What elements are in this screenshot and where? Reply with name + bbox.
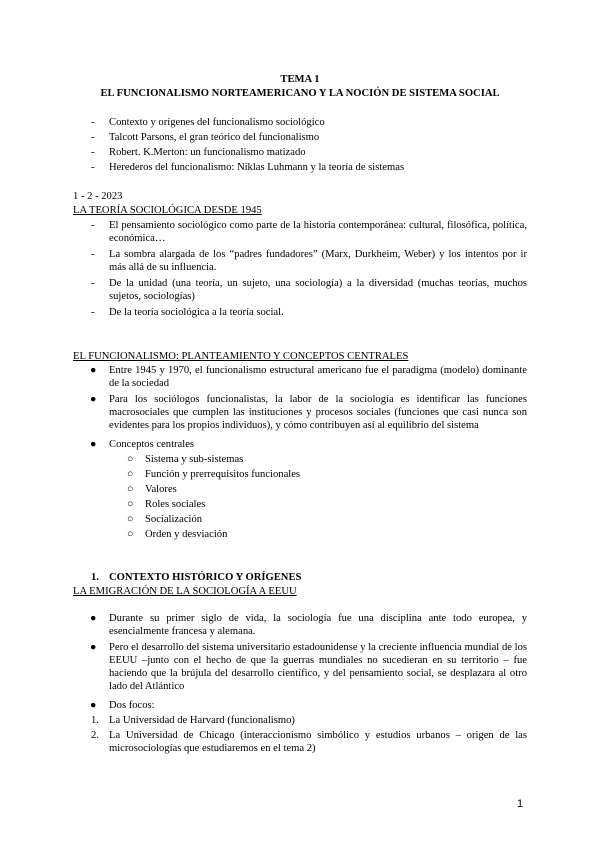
circle-marker: ○ <box>127 484 134 495</box>
intro-item: Contexto y orígenes del funcionalismo sociológico <box>109 117 325 128</box>
circle-marker: ○ <box>127 454 134 465</box>
dash-marker: - <box>91 220 95 231</box>
intro-item: Talcott Parsons, el gran teórico del funcionalismo <box>109 132 320 143</box>
sub-item: Socialización <box>145 514 203 525</box>
list-item: Durante su primer siglo de vida, la sociología fue una disciplina ante todo europea, y esencialmente francesa y alemana. <box>109 613 527 637</box>
list-item: El pensamiento sociológico como parte de la historia contemporánea: cultural, filosófica, política, económica… <box>109 220 527 244</box>
sub-item: Sistema y sub-sistemas <box>145 454 244 465</box>
circle-marker: ○ <box>127 469 134 480</box>
numbered-marker: 2. <box>91 730 99 741</box>
dash-marker: - <box>91 147 95 158</box>
bullet-marker: ● <box>90 642 97 653</box>
bullet-marker: ● <box>90 439 97 450</box>
list-item: Pero el desarrollo del sistema universitario estadounidense y la creciente influencia mundial de los EEUU –junto con el hecho de que la guerras mundiales no sucedieran en su territorio – fue haciendo que la brújula del desarrollo científico, y del pensamiento social, se desplazara al otro lado del Atlántico <box>109 642 527 692</box>
dash-marker: - <box>91 117 95 128</box>
list-item: Para los sociólogos funcionalistas, la labor de la sociología es identificar las funciones macrosociales que cumplen las instituciones y procesos sociales (funciones que casi nunca son evidentes para los propios individuos), y cómo contribuyen así al equilibrio del sistema <box>109 394 527 431</box>
intro-item: Herederos del funcionalismo: Niklas Luhmann y la teoría de sistemas <box>109 162 405 173</box>
list-item: Conceptos centrales <box>109 439 195 450</box>
bullet-marker: ● <box>90 394 97 405</box>
list-item: De la teoría sociológica a la teoría social. <box>109 307 284 318</box>
bullet-marker: ● <box>90 365 97 376</box>
section3-heading: CONTEXTO HISTÓRICO Y ORÍGENES <box>109 572 302 583</box>
list-item: Entre 1945 y 1970, el funcionalismo estructural americano fue el paradigma (modelo) dominante de la sociedad <box>109 365 527 389</box>
circle-marker: ○ <box>127 529 134 540</box>
dash-marker: - <box>91 278 95 289</box>
bullet-marker: ● <box>90 700 97 711</box>
sub-item: Orden y desviación <box>145 529 228 540</box>
date: 1 - 2 - 2023 <box>73 191 123 202</box>
dash-marker: - <box>91 249 95 260</box>
circle-marker: ○ <box>127 499 134 510</box>
dash-marker: - <box>91 162 95 173</box>
numbered-marker: 1. <box>91 715 99 726</box>
list-item: La sombra alargada de los “padres fundadores” (Marx, Durkheim, Weber) y los intentos por ir más allá de su influencia. <box>109 249 527 273</box>
circle-marker: ○ <box>127 514 134 525</box>
page-number: 1 <box>517 798 524 810</box>
dash-marker: - <box>91 132 95 143</box>
sub-item: Función y prerrequisitos funcionales <box>145 469 301 480</box>
sub-item: Roles sociales <box>145 499 206 510</box>
numbered-item: La Universidad de Chicago (interaccionismo simbólico y estudios urbanos – origen de las microsociologías que estudiaremos en el tema 2) <box>109 730 527 754</box>
section2-heading: EL FUNCIONALISMO: PLANTEAMIENTO Y CONCEPTOS CENTRALES <box>73 351 409 362</box>
bullet-marker: ● <box>90 613 97 624</box>
numbered-item: La Universidad de Harvard (funcionalismo) <box>109 715 295 726</box>
dash-marker: - <box>91 307 95 318</box>
intro-item: Robert. K.Merton: un funcionalismo matizado <box>109 147 306 158</box>
list-item: Dos focos: <box>109 700 155 711</box>
title-tema: TEMA 1 <box>280 74 320 85</box>
section3-subheading: LA EMIGRACIÓN DE LA SOCIOLOGÍA A EEUU <box>73 586 297 597</box>
list-item: De la unidad (una teoría, un sujeto, una sociología) a la diversidad (muchas teorías, muchos sujetos, sociologías) <box>109 278 527 302</box>
section3-number: 1. <box>91 572 99 583</box>
title-main: EL FUNCIONALISMO NORTEAMERICANO Y LA NOCIÓN DE SISTEMA SOCIAL <box>100 88 500 99</box>
section1-heading: LA TEORÍA SOCIOLÓGICA DESDE 1945 <box>73 205 262 216</box>
sub-item: Valores <box>145 484 177 495</box>
